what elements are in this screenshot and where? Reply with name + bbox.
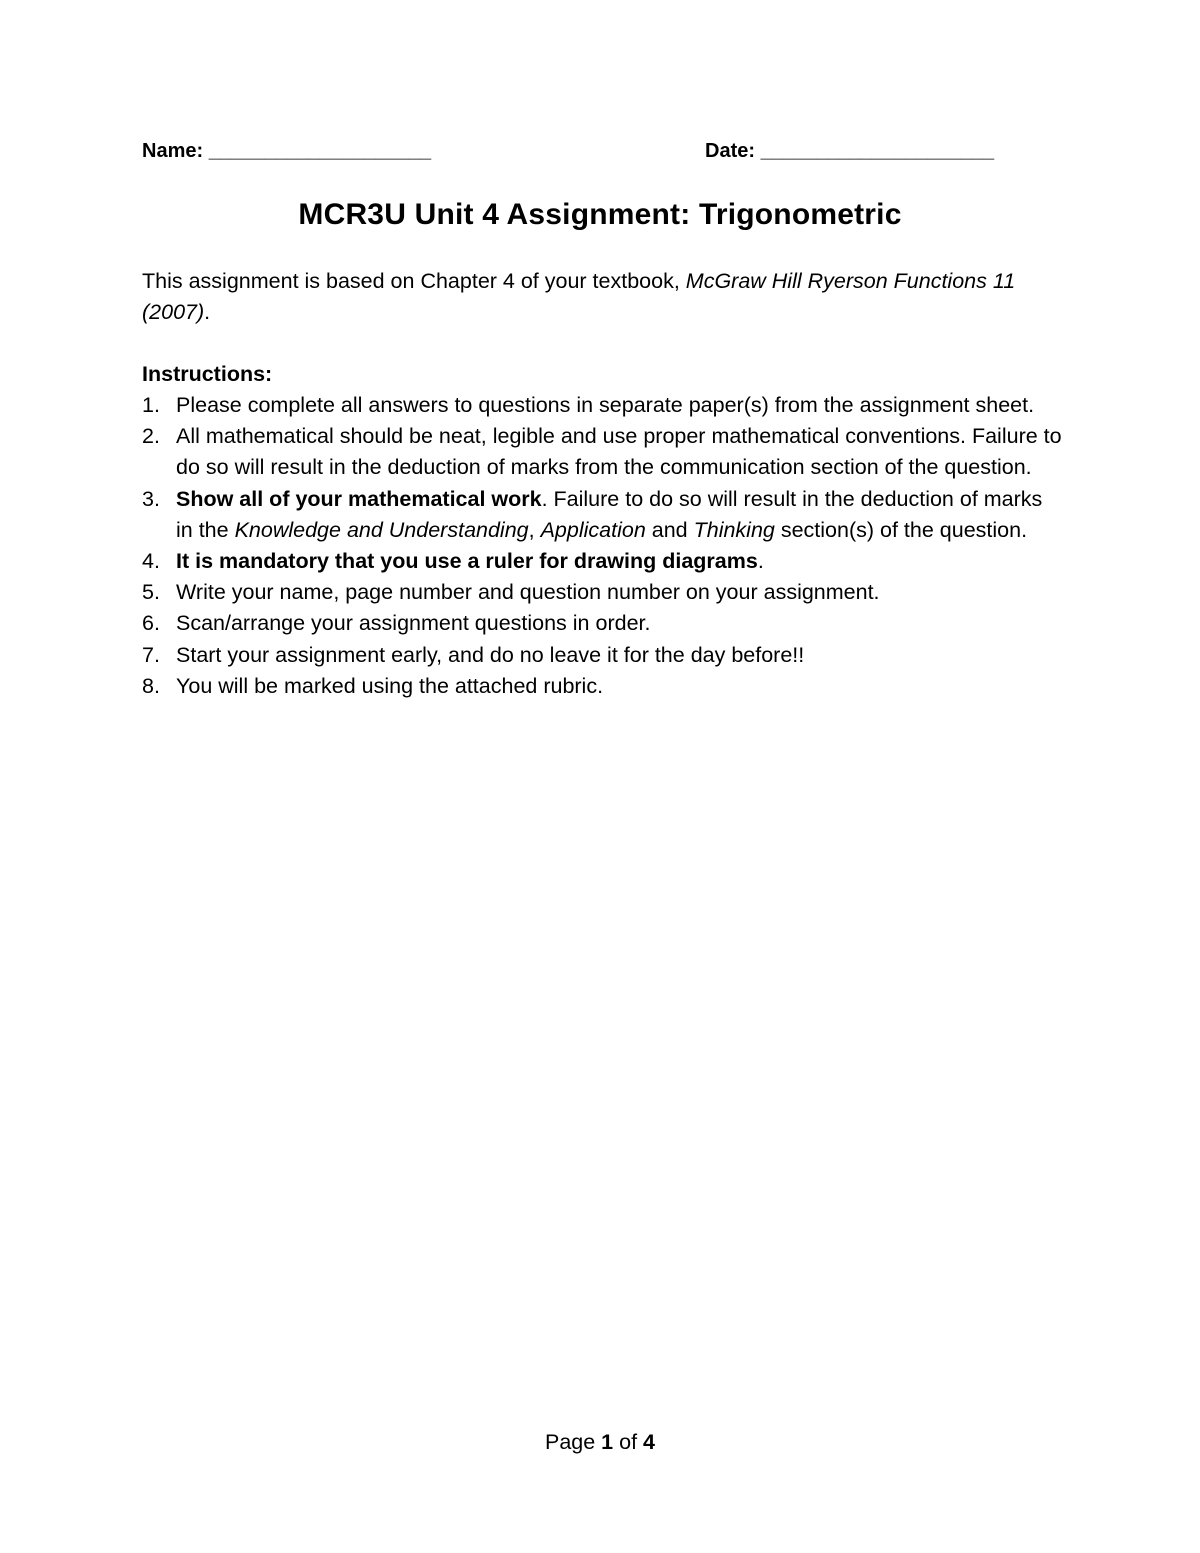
list-item xyxy=(142,640,1062,671)
name-label: Name: xyxy=(142,140,204,162)
page-footer xyxy=(0,1430,1200,1455)
list-item xyxy=(142,577,1062,608)
date-field xyxy=(705,140,994,163)
instructions-heading: Instructions: xyxy=(142,362,273,386)
list-item-emphasis: Show all of your mathematical work xyxy=(176,486,542,511)
list-item xyxy=(142,484,1062,546)
list-item-text: Write your name, page number and question number on your assignment. xyxy=(176,580,880,605)
footer-of-word: of xyxy=(613,1430,644,1454)
intro-paragraph xyxy=(142,266,1042,328)
list-item-emphasis: It is mandatory that you use a ruler for drawing diagrams xyxy=(176,549,758,574)
list-item xyxy=(142,546,1062,577)
list-item xyxy=(142,421,1062,483)
list-item-number: 2. xyxy=(142,424,160,449)
list-item xyxy=(142,608,1062,639)
list-item-italic-knowledge: Knowledge and Understanding xyxy=(234,517,529,542)
list-item-number: 7. xyxy=(142,642,160,667)
list-item-text: Start your assignment early, and do no leave it for the day before!! xyxy=(176,642,805,667)
list-item-number: 1. xyxy=(142,393,160,417)
list-item-text: section(s) of the question. xyxy=(774,517,1028,542)
list-item-text: Please complete all answers to questions in separate paper(s) from the assignment sheet. xyxy=(176,393,1035,417)
list-item-number: 3. xyxy=(142,486,160,511)
intro-prefix: This assignment is based on Chapter 4 of your textbook, xyxy=(142,269,686,293)
list-item-number: 4. xyxy=(142,549,160,574)
list-item-italic-thinking: Thinking xyxy=(693,517,775,542)
list-item-number: 8. xyxy=(142,673,160,698)
list-item xyxy=(142,390,1062,421)
date-blank-line: _____________________ xyxy=(760,140,995,162)
list-item-text: and xyxy=(645,517,694,542)
list-item-number: 6. xyxy=(142,611,160,636)
list-item-text: . Failure to do so will result in the deduction of marks in the xyxy=(176,486,1043,542)
intro-suffix: . xyxy=(204,300,211,324)
list-item-text: Scan/arrange your assignment questions in order. xyxy=(176,611,651,636)
list-item-text: . xyxy=(757,549,764,574)
footer-page-word: Page xyxy=(544,1430,602,1454)
footer-total-pages: 4 xyxy=(643,1430,655,1454)
intro-book-title: McGraw Hill Ryerson Functions 11 (2007) xyxy=(142,269,1016,324)
list-item-number: 5. xyxy=(142,580,160,605)
name-field xyxy=(142,140,431,163)
instructions-list xyxy=(142,390,1062,702)
name-blank-line: ____________________ xyxy=(208,140,432,162)
list-item-italic-application: Application xyxy=(540,517,646,542)
date-label: Date: xyxy=(705,140,756,162)
footer-current-page: 1 xyxy=(601,1430,614,1454)
header-fields xyxy=(142,140,1062,170)
page-title: MCR3U Unit 4 Assignment: Trigonometric xyxy=(298,198,902,231)
list-item-text: All mathematical should be neat, legible and use proper mathematical conventions. Failure to do so will result in the deduction of marks from the communication section of the question. xyxy=(176,424,1062,480)
list-item xyxy=(142,671,1062,702)
list-item-text: You will be marked using the attached rubric. xyxy=(176,673,604,698)
list-item-text: , xyxy=(528,517,541,542)
